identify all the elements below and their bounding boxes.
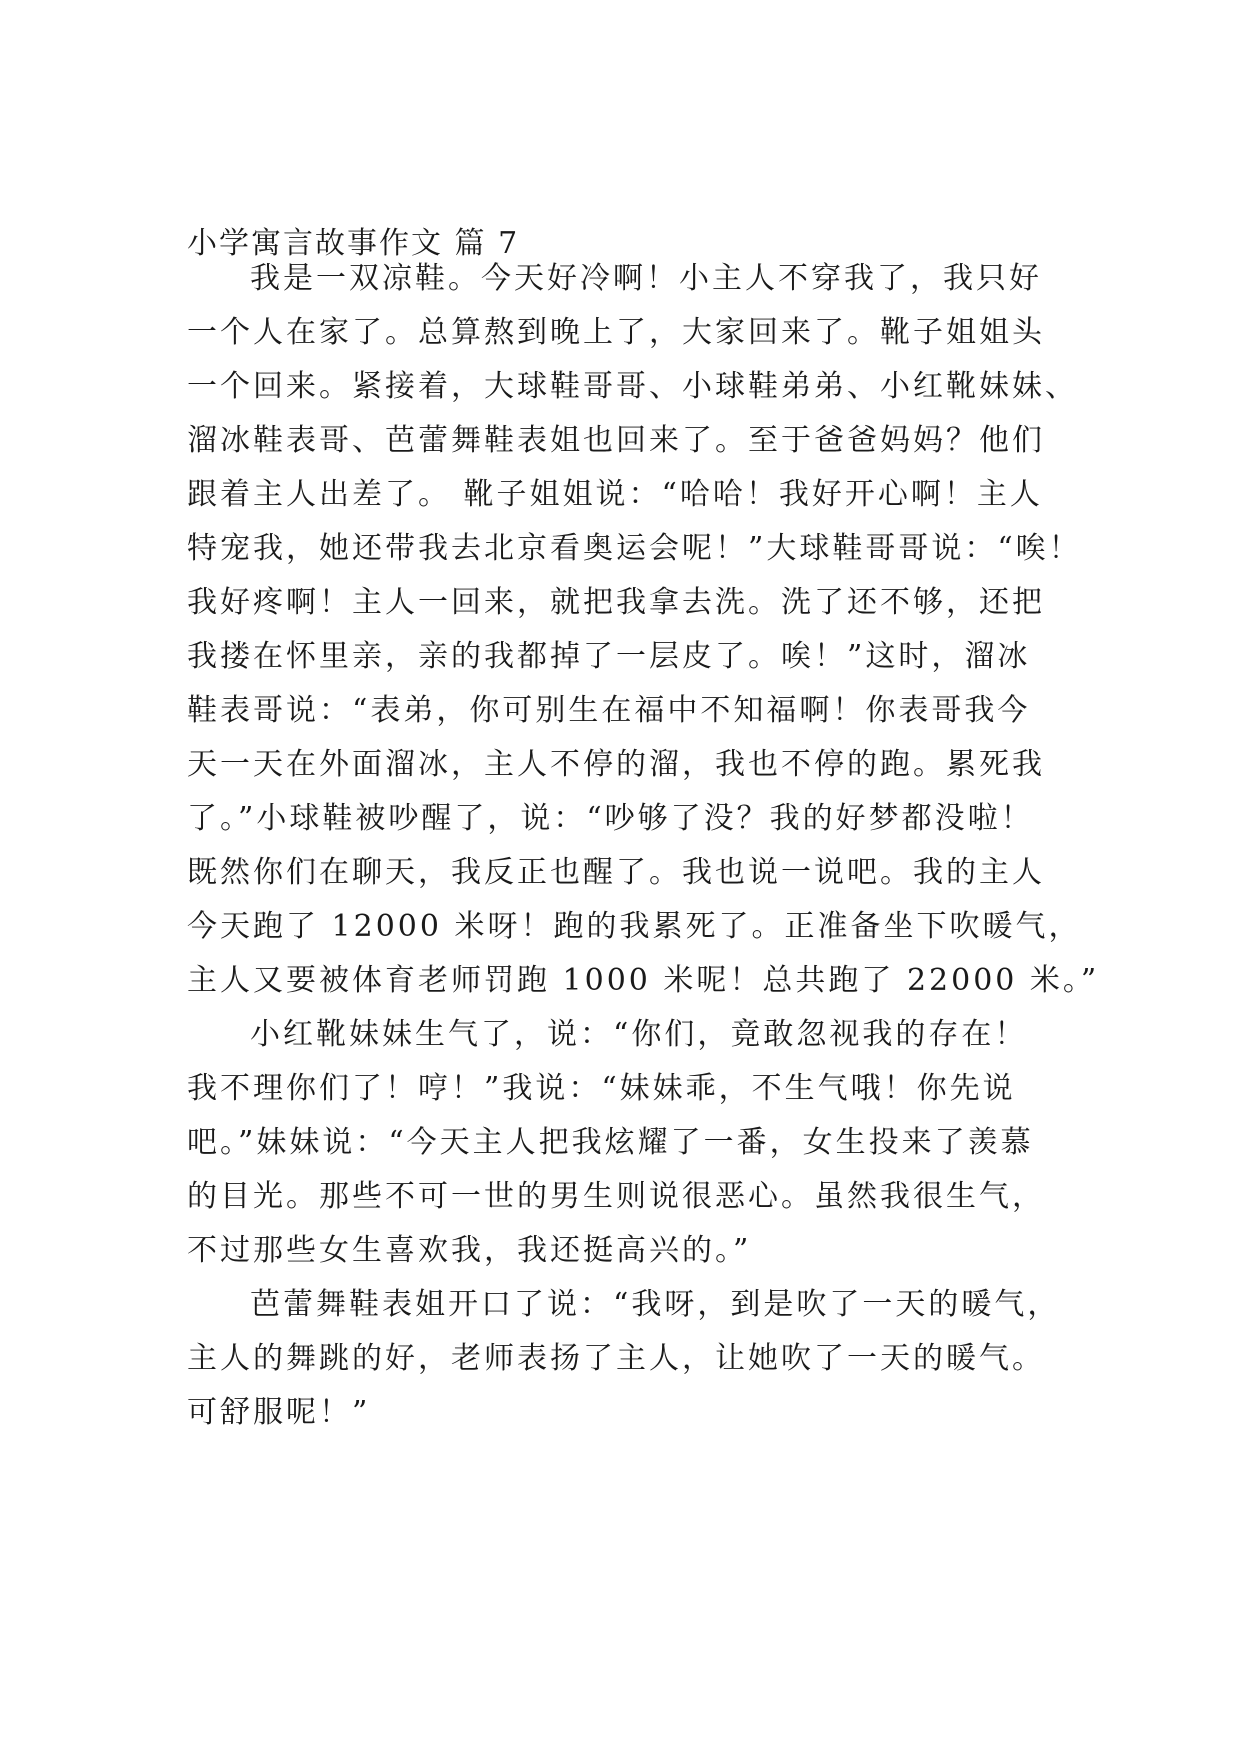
paragraph-2-line-4: 的目光。那些不可一世的男生则说很恶心。虽然我很生气， <box>187 1179 1045 1214</box>
paragraph-3-line-1: 芭蕾舞鞋表姐开口了说：“我呀，到是吹了一天的暖气， <box>250 1287 1061 1322</box>
paragraph-1-line-10: 天一天在外面溜冰，主人不停的溜，我也不停的跑。累死我 <box>187 747 1045 782</box>
paragraph-1-line-4: 溜冰鞋表哥、芭蕾舞鞋表姐也回来了。至于爸爸妈妈？他们 <box>187 423 1045 458</box>
paragraph-3-line-3: 可舒服呢！” <box>187 1395 371 1430</box>
paragraph-2-line-5: 不过那些女生喜欢我，我还挺高兴的。” <box>187 1233 752 1268</box>
paragraph-1-line-3: 一个回来。紧接着，大球鞋哥哥、小球鞋弟弟、小红靴妹妹、 <box>187 369 1078 404</box>
paragraph-1-line-6: 特宠我，她还带我去北京看奥运会呢！”大球鞋哥哥说：“唉！ <box>187 531 1082 566</box>
paragraph-1-line-9: 鞋表哥说：“表弟，你可别生在福中不知福啊！你表哥我今 <box>187 693 1031 728</box>
paragraph-2-line-3: 吧。”妹妹说：“今天主人把我炫耀了一番，女生投来了羡慕 <box>187 1125 1034 1160</box>
paragraph-1-line-11: 了。”小球鞋被吵醒了，说：“吵够了没？我的好梦都没啦！ <box>187 801 1034 836</box>
paragraph-1-line-12: 既然你们在聊天，我反正也醒了。我也说一说吧。我的主人 <box>187 855 1045 890</box>
paragraph-2-line-1: 小红靴妹妹生气了，说：“你们，竟敢忽视我的存在！ <box>250 1017 1028 1052</box>
paragraph-1-line-1: 我是一双凉鞋。今天好冷啊！小主人不穿我了，我只好 <box>250 261 1042 296</box>
paragraph-3-line-2: 主人的舞跳的好，老师表扬了主人，让她吹了一天的暖气。 <box>187 1341 1045 1376</box>
paragraph-1-line-7: 我好疼啊！主人一回来，就把我拿去洗。洗了还不够，还把 <box>187 585 1045 620</box>
paragraph-1-line-2: 一个人在家了。总算熬到晚上了，大家回来了。靴子姐姐头 <box>187 315 1045 350</box>
paragraph-1-line-13: 今天跑了 12000 米呀！跑的我累死了。正准备坐下吹暖气， <box>187 909 1082 944</box>
paragraph-2-line-2: 我不理你们了！哼！”我说：“妹妹乖，不生气哦！你先说 <box>187 1071 1016 1106</box>
paragraph-1-line-8: 我搂在怀里亲，亲的我都掉了一层皮了。唉！”这时，溜冰 <box>187 639 1031 674</box>
paragraph-1-line-14: 主人又要被体育老师罚跑 1000 米呢！总共跑了 22000 米。” <box>187 963 1100 998</box>
paragraph-1-line-5: 跟着主人出差了。 靴子姐姐说：“哈哈！我好开心啊！主人 <box>187 477 1043 512</box>
document-title: 小学寓言故事作文 篇 7 <box>187 226 520 261</box>
